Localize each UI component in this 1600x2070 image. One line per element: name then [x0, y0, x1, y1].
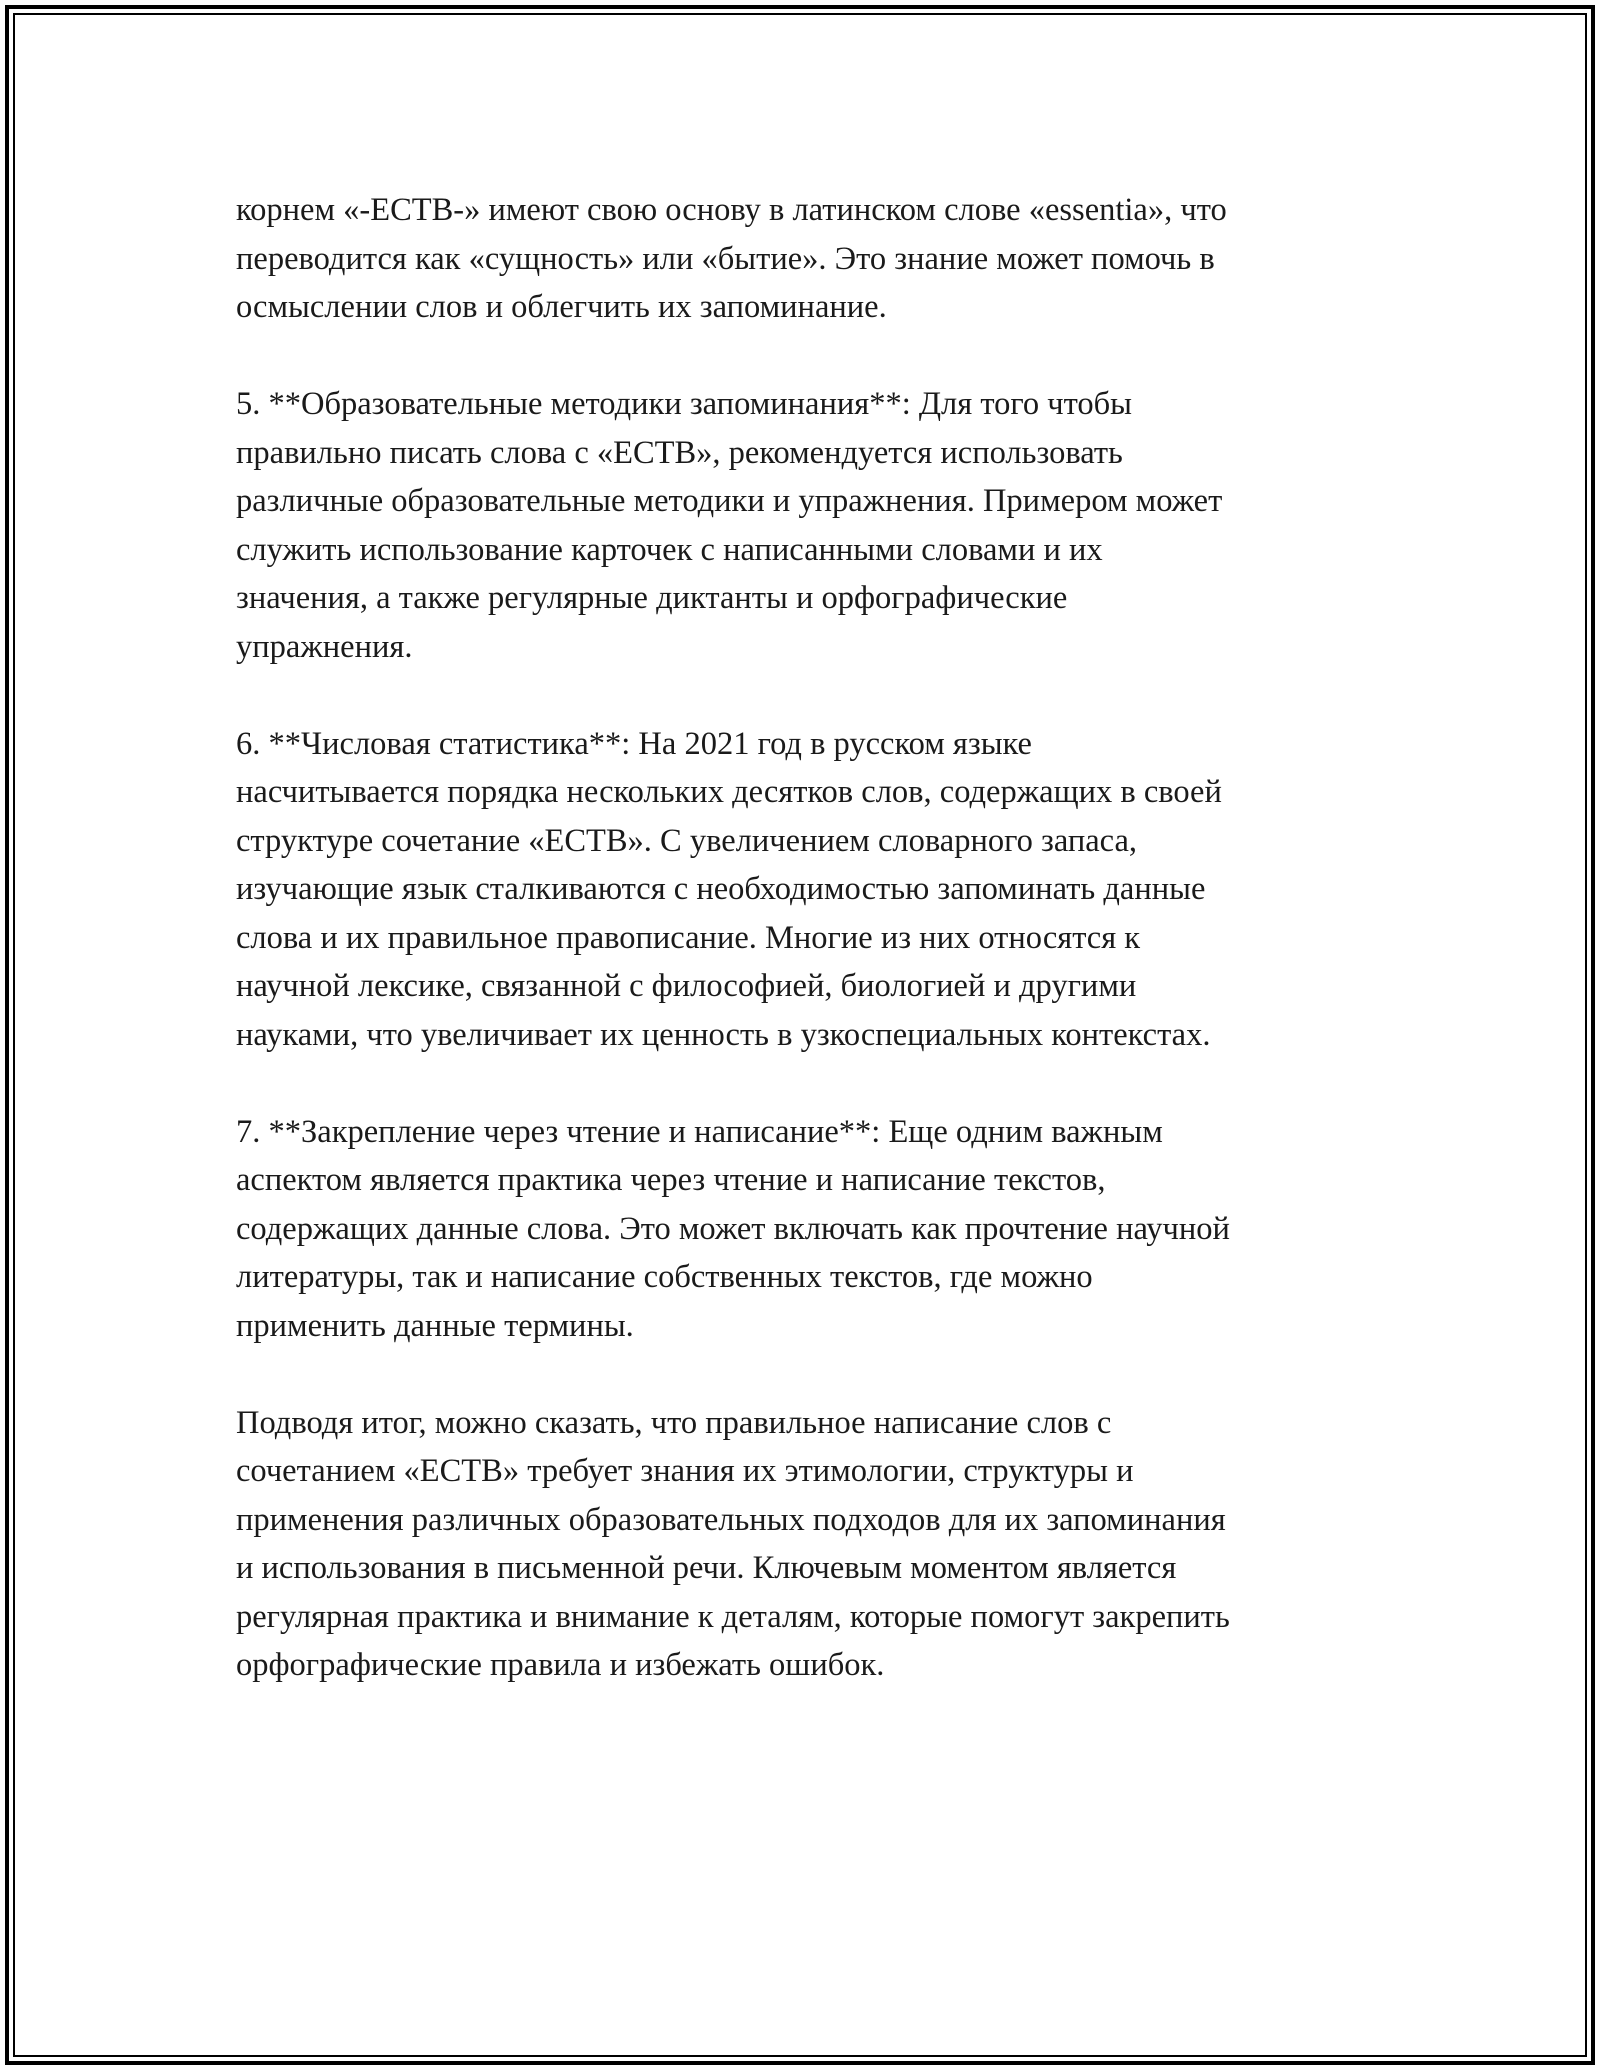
paragraph-item-5: [236, 380, 1371, 671]
text-line: научной лексике, связанной с философией, биологией и другими: [236, 968, 1137, 1004]
paragraph-item-7: [236, 1108, 1371, 1351]
text-line: орфографические правила и избежать ошибок.: [236, 1647, 885, 1683]
text-line: содержащих данные слова. Это может включать как прочтение научной: [236, 1210, 1230, 1247]
text-line: Подводя итог, можно сказать, что правильное написание слов с: [236, 1404, 1112, 1441]
text-line: слова и их правильное правописание. Многие из них относятся к: [236, 919, 1141, 956]
text-line: служить использование карточек с написанными словами и их: [236, 531, 1103, 568]
text-line: литературы, так и написание собственных текстов, где можно: [236, 1259, 1093, 1295]
text-line: изучающие язык сталкиваются с необходимостью запоминать данные: [236, 871, 1206, 907]
document-body: [236, 186, 1371, 1738]
paragraph-item-6: [236, 720, 1371, 1060]
text-line: правильно писать слова с «ЕСТВ», рекомендуется использовать: [236, 434, 1123, 471]
text-line: структуре сочетание «ЕСТВ». С увеличением словарного запаса,: [236, 822, 1138, 859]
text-line: сочетанием «ЕСТВ» требует знания их этимологии, структуры и: [236, 1453, 1134, 1489]
text-line: переводится как «сущность» или «бытие». Это знание может помочь в: [236, 240, 1215, 277]
text-line: применить данные термины.: [236, 1307, 634, 1344]
text-line: значения, а также регулярные диктанты и орфографические: [236, 580, 1068, 616]
text-line: различные образовательные методики и упражнения. Примером может: [236, 483, 1223, 519]
text-line: науками, что увеличивает их ценность в узкоспециальных контекстах.: [236, 1016, 1211, 1053]
paragraph-conclusion: [236, 1399, 1371, 1690]
text-line: применения различных образовательных подходов для их запоминания: [236, 1501, 1226, 1538]
text-line: 7. **Закрепление через чтение и написание**: Еще одним важным: [236, 1113, 1163, 1150]
text-line: осмыслении слов и облегчить их запоминание.: [236, 289, 887, 325]
text-line: 6. **Числовая статистика**: На 2021 год в русском языке: [236, 725, 1032, 762]
text-line: аспектом является практика через чтение и написание текстов,: [236, 1162, 1106, 1198]
text-line: 5. **Образовательные методики запоминания**: Для того чтобы: [236, 386, 1132, 422]
text-line: упражнения.: [236, 628, 413, 665]
text-line: регулярная практика и внимание к деталям, которые помогут закрепить: [236, 1598, 1230, 1635]
paragraph-etymology: [236, 186, 1371, 332]
text-line: насчитывается порядка нескольких десятков слов, содержащих в своей: [236, 774, 1222, 810]
text-line: и использования в письменной речи. Ключевым моментом является: [236, 1550, 1177, 1586]
text-line: корнем «-ЕСТВ-» имеют свою основу в латинском слове «essentia», что: [236, 192, 1227, 228]
